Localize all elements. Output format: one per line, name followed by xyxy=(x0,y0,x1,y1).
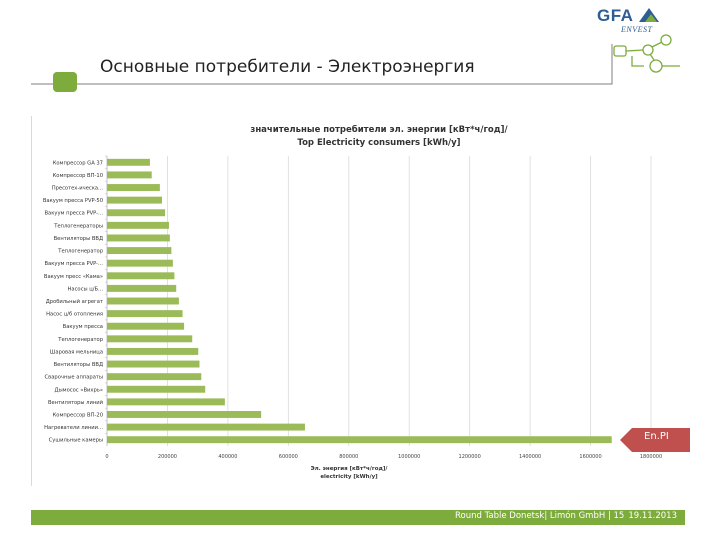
bar xyxy=(107,247,171,254)
bar xyxy=(107,436,612,443)
bar xyxy=(107,386,205,393)
bar xyxy=(107,222,169,229)
y-category-label: Компрессор ВП-20 xyxy=(52,412,103,419)
y-category-label: Насос ц/б отопления xyxy=(46,311,103,318)
bar xyxy=(107,171,152,178)
y-category-label: Насосы ц/Б... xyxy=(67,286,103,293)
bar xyxy=(107,234,170,241)
y-category-label: Вакуум пресс «Кама» xyxy=(43,273,103,280)
network-icon xyxy=(614,35,680,72)
y-category-label: Вентиляторы линий xyxy=(47,399,103,406)
y-category-label: Теплогенератор xyxy=(58,248,103,255)
y-category-label: Компрессор ВП-10 xyxy=(52,172,103,179)
x-axis-title-line: Эл. энергия [кВт*ч/год]/ xyxy=(310,466,388,472)
x-tick-label: 200000 xyxy=(157,454,177,460)
bar xyxy=(107,197,162,204)
bar xyxy=(107,323,184,330)
bar xyxy=(107,298,179,305)
footer-date: 19.11.2013 xyxy=(628,511,677,521)
bar xyxy=(107,348,198,355)
bar xyxy=(107,310,183,317)
chart-title-line: Top Electricity consumers [kWh/y] xyxy=(297,138,461,148)
x-tick-label: 1000000 xyxy=(398,454,421,460)
page-title: Основные потребители - Электроэнергия xyxy=(100,57,475,77)
y-category-label: Компрессор GA 37 xyxy=(52,160,103,167)
bar xyxy=(107,411,261,418)
x-tick-label: 1400000 xyxy=(518,454,542,460)
bar xyxy=(107,159,150,166)
y-category-label: Дымосос «Вихрь» xyxy=(54,387,103,394)
x-tick-label: 0 xyxy=(105,454,109,460)
x-axis-title-line: electricity [kWh/y] xyxy=(320,474,378,480)
bar-chart xyxy=(31,116,681,486)
y-category-label: Вакуум пресса xyxy=(62,324,103,331)
bar xyxy=(107,260,173,267)
x-tick-label: 800000 xyxy=(339,454,359,460)
y-category-label: Теплогенератор xyxy=(58,336,103,343)
y-category-label: Вентиляторы ВВД xyxy=(53,362,103,369)
bar xyxy=(107,424,305,431)
y-category-label: Вакуум пресса PVP-50 xyxy=(42,198,103,205)
bar xyxy=(107,335,192,342)
bar xyxy=(107,272,174,279)
y-category-label: Сушильные камеры xyxy=(48,437,103,444)
bar xyxy=(107,184,160,191)
logo-mark xyxy=(637,8,661,24)
y-category-label: Сварочные аппараты xyxy=(44,374,103,381)
logo-name: GFA xyxy=(597,6,634,25)
y-category-label: Нагреватели линии... xyxy=(44,425,103,432)
y-category-label: Вакуум пресса PVP-... xyxy=(44,261,103,268)
y-category-label: Шаровая мельница xyxy=(49,349,103,356)
bar xyxy=(107,373,201,380)
y-category-label: Вентиляторы ВВД xyxy=(53,235,103,242)
y-category-label: Дробильный агрегат xyxy=(45,299,103,305)
title-marker xyxy=(53,72,77,92)
y-category-label: Вакуум пресса PVP-... xyxy=(44,210,103,217)
x-tick-label: 1800000 xyxy=(639,454,663,460)
chart-title-line: значительные потребители эл. энергии [кВт*ч/год]/ xyxy=(250,125,508,135)
x-tick-label: 400000 xyxy=(218,454,238,460)
logo-sub: ENVEST xyxy=(621,25,653,34)
gfa-logo xyxy=(597,6,667,40)
footer-info: Round Table Donetsk| Limón GmbH | 15 xyxy=(455,511,625,521)
x-tick-label: 600000 xyxy=(278,454,298,460)
x-tick-label: 1600000 xyxy=(579,454,602,460)
bar xyxy=(107,285,176,292)
bar xyxy=(107,209,165,216)
enpi-label: En.PI xyxy=(644,431,669,442)
y-category-label: Теплогенераторы xyxy=(54,223,103,230)
bar xyxy=(107,398,225,405)
bar xyxy=(107,361,199,368)
x-tick-label: 1200000 xyxy=(458,454,481,460)
footer-bar xyxy=(31,510,685,525)
y-category-label: Пресотех-ическа... xyxy=(51,185,103,192)
footer-text xyxy=(455,511,677,521)
